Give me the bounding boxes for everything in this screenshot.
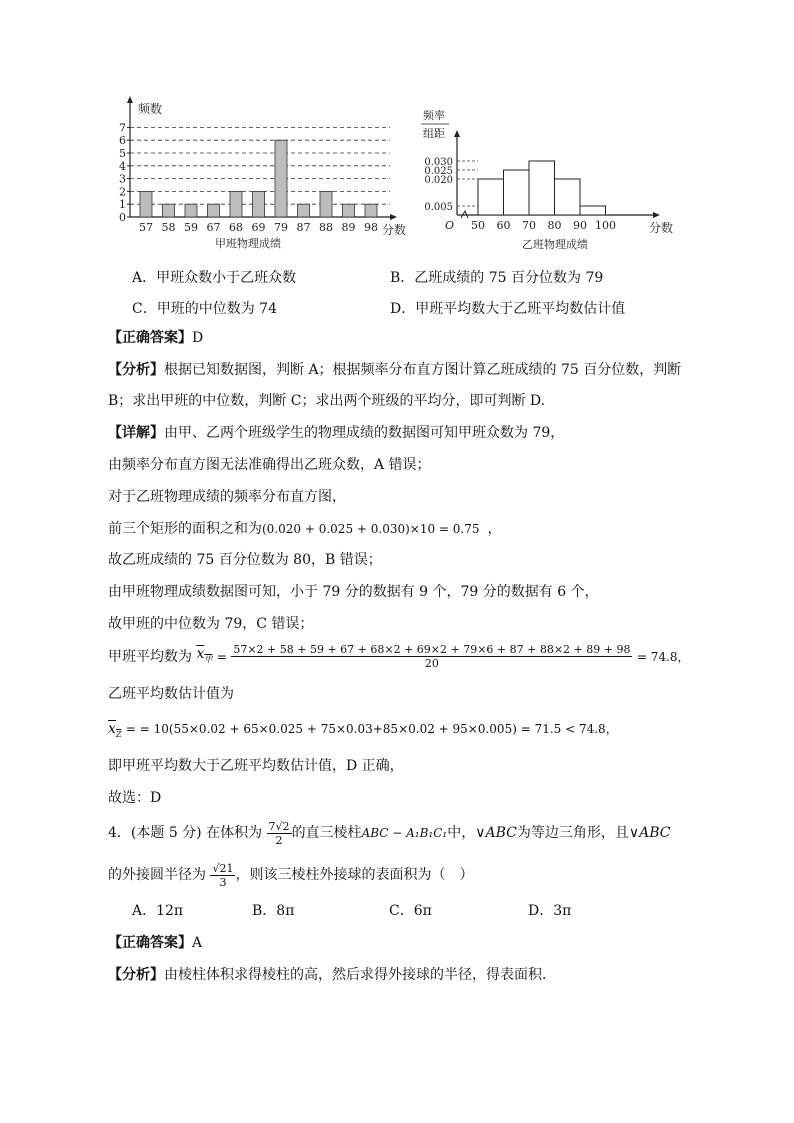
answer-value: D (192, 330, 204, 346)
mean-sub: 甲 (204, 654, 213, 664)
mean-sub: Z (115, 729, 122, 739)
bar (163, 204, 175, 217)
y-tick-label: 0.005 (424, 202, 453, 213)
fraction-denominator: 2 (275, 833, 283, 847)
q4-option-a: A．12π (132, 903, 184, 919)
x-tick-label: 87 (296, 221, 311, 234)
q3-detail-line10 (108, 719, 618, 745)
chart-caption: 乙班物理成绩 (522, 238, 588, 251)
x-tick-label: 79 (274, 221, 288, 234)
q4-text: ，则该三棱柱外接球的表面积为（ ） (235, 867, 474, 883)
q4-text: 4．(本题 5 分) 在体积为 (108, 825, 263, 841)
q3-option-d: D．甲班平均数大于乙班平均数估计值 (390, 301, 626, 317)
q4-option-b: B．8π (252, 903, 295, 919)
math-expr: (0.020 + 0.025 + 0.030)×10 = 0.75 (262, 522, 480, 536)
y-tick-label: 7 (119, 121, 126, 135)
y-tick-label: 1 (119, 198, 126, 212)
detail-text: 前三个矩形的面积之和为 (108, 521, 262, 537)
histogram-bar (580, 206, 606, 215)
q3-analysis-line1 (108, 360, 681, 380)
fraction-denominator: 20 (424, 657, 439, 671)
y-tick-label: 5 (119, 147, 126, 160)
fraction-denominator: 3 (219, 875, 227, 889)
x-tick-label: 90 (573, 219, 587, 232)
chart-class-b (415, 95, 685, 255)
fraction-numerator: √21 (212, 861, 234, 875)
detail-text: ， (487, 521, 502, 537)
triangle-label: ABC (639, 825, 671, 841)
q3-analysis-line2: B；求出甲班的中位数，判断 C；求出两个班级的平均分，即可判断 D. (108, 393, 546, 409)
volume-fraction (267, 820, 292, 847)
q3-detail-line4 (108, 519, 502, 539)
bar (230, 191, 242, 217)
x-tick-label: 67 (206, 221, 221, 234)
y-tick-label: 0.025 (424, 166, 453, 177)
mean-var: x (108, 721, 116, 737)
y-axis-arrow (454, 130, 460, 137)
y-tick-label: 0.020 (424, 175, 453, 186)
q3-detail-line5: 故乙班成绩的 75 百分位数为 80，B 错误； (108, 552, 382, 568)
mean-symbol-b (108, 721, 121, 737)
q3-detail-line2: 由频率分布直方图无法准确得出乙班众数，A 错误； (108, 457, 431, 473)
chart-caption: 甲班物理成绩 (215, 237, 281, 250)
x-tick-label: 50 (471, 219, 485, 232)
q3-detail-line7: 故甲班的中位数为 79，C 错误； (108, 616, 314, 632)
q3-answer-line (108, 328, 203, 348)
histogram-bar (478, 179, 504, 215)
answer-value: A (192, 935, 203, 951)
x-tick-label: 57 (139, 221, 153, 234)
y-label-top: 频率 (423, 109, 445, 122)
y-tick-label: 4 (119, 159, 126, 173)
q3-detail-line1 (108, 423, 564, 443)
x-axis-arrow (390, 214, 397, 220)
mean-var: x (196, 646, 205, 662)
origin-label: O (445, 219, 455, 232)
q4-stem-line2 (108, 860, 473, 890)
x-tick-label: 58 (161, 221, 176, 234)
x-tick-label: 69 (251, 221, 266, 234)
q3-detail-line12: 故选：D (108, 790, 162, 806)
y-tick-label: 0 (119, 211, 126, 224)
q3-detail-line11: 即甲班平均数大于乙班平均数估计值，D 正确， (108, 758, 404, 774)
q4-answer-line (108, 933, 202, 953)
x-tick-label: 100 (595, 219, 616, 232)
triangle-label: ABC (485, 825, 517, 841)
mean-fraction (231, 643, 632, 670)
y-tick-label: 0.030 (424, 157, 453, 168)
y-tick-label: 2 (119, 185, 126, 199)
y-tick-label: 6 (119, 134, 126, 148)
q4-text: 为等边三角形，且∨ (516, 825, 640, 841)
q4-text: 的外接圆半径为 (108, 867, 206, 883)
answer-tag: 【正确答案】 (108, 935, 192, 951)
q3-detail-line9: 乙班平均数估计值为 (108, 686, 234, 702)
chart-class-a (100, 95, 407, 255)
x-axis-label: 分数 (382, 223, 407, 237)
mean-symbol (196, 646, 212, 662)
q4-text: 中，∨ (447, 825, 486, 841)
prism-label: ABC − A₁B₁C₁ (361, 826, 448, 840)
q4-text: 的直三棱柱 (291, 825, 362, 841)
radius-fraction (210, 862, 235, 889)
bar (275, 140, 287, 217)
x-tick-label: 89 (341, 221, 356, 234)
q4-analysis-line (108, 965, 556, 985)
x-axis-arrow (653, 212, 660, 218)
bar (343, 204, 355, 217)
bar (320, 191, 332, 217)
q3-option-c: C．甲班的中位数为 74 (132, 301, 277, 317)
x-tick-label: 80 (547, 219, 562, 232)
q3-detail-line6: 由甲班物理成绩数据图可知，小于 79 分的数据有 9 个，79 分的数据有 6 个， (108, 584, 599, 600)
bar (208, 204, 220, 217)
analysis-tag: 【分析】 (108, 362, 164, 378)
bar (253, 191, 265, 217)
analysis-tag: 【分析】 (108, 967, 164, 983)
y-axis-label: 频数 (138, 102, 163, 116)
q4-option-d: D．3π (528, 903, 572, 919)
histogram-bar (555, 179, 581, 215)
y-tick-label: 3 (119, 172, 126, 186)
math-expr: = = 10(55×0.02 + 65×0.025 + 75×0.03+85×0.02 + 95×0.005) = 71.5 < 74.8， (125, 722, 618, 736)
histogram-bar (529, 161, 555, 215)
x-tick-label: 98 (364, 221, 378, 234)
x-tick-label: 68 (229, 221, 243, 234)
x-tick-label: 60 (496, 219, 511, 232)
detail-text: 由甲、乙两个班级学生的物理成绩的数据图可知甲班众数为 79， (164, 425, 565, 441)
q4-stem-line1 (108, 818, 670, 848)
q3-option-b: B．乙班成绩的 75 百分位数为 79 (390, 270, 604, 286)
bar (185, 204, 197, 217)
analysis-text: 根据已知数据图，判断 A；根据频率分布直方图计算乙班成绩的 75 百分位数，判断 (164, 362, 682, 378)
bar (365, 204, 377, 217)
bar (140, 191, 152, 217)
q3-detail-line8: 甲班平均数为 $x_甲$ = 57×2 + 58 + 59 + 67 + 68×2 + 69×2 + 79×6 + 87 + 88×2 + 89 + 98 20 = 74.8， (108, 643, 690, 671)
x-tick-label: 70 (522, 219, 536, 232)
answer-tag: 【正确答案】 (108, 330, 192, 346)
y-label-bottom: 组距 (423, 127, 445, 140)
bar (298, 204, 310, 217)
x-axis-label: 分数 (648, 221, 674, 235)
q4-option-c: C．6π (389, 903, 432, 919)
histogram-bar (504, 170, 530, 215)
y-axis-arrow (127, 96, 133, 103)
fraction-numerator: 57×2 + 58 + 59 + 67 + 68×2 + 69×2 + 79×6 + 87 + 88×2 + 89 + 98 (233, 643, 631, 657)
analysis-text: 由棱柱体积求得棱柱的高，然后求得外接球的半径，得表面积． (164, 967, 556, 983)
fraction-numerator: 7√2 (268, 819, 290, 833)
mean-result: = 74.8， (636, 649, 690, 664)
detail-text: 甲班平均数为 (108, 648, 192, 665)
q3-detail-line3: 对于乙班物理成绩的频率分布直方图， (108, 489, 346, 505)
x-tick-label: 88 (319, 221, 333, 234)
detail-tag: 【详解】 (108, 425, 164, 441)
x-tick-label: 59 (184, 221, 198, 234)
q3-option-a: A．甲班众数小于乙班众数 (132, 270, 297, 286)
